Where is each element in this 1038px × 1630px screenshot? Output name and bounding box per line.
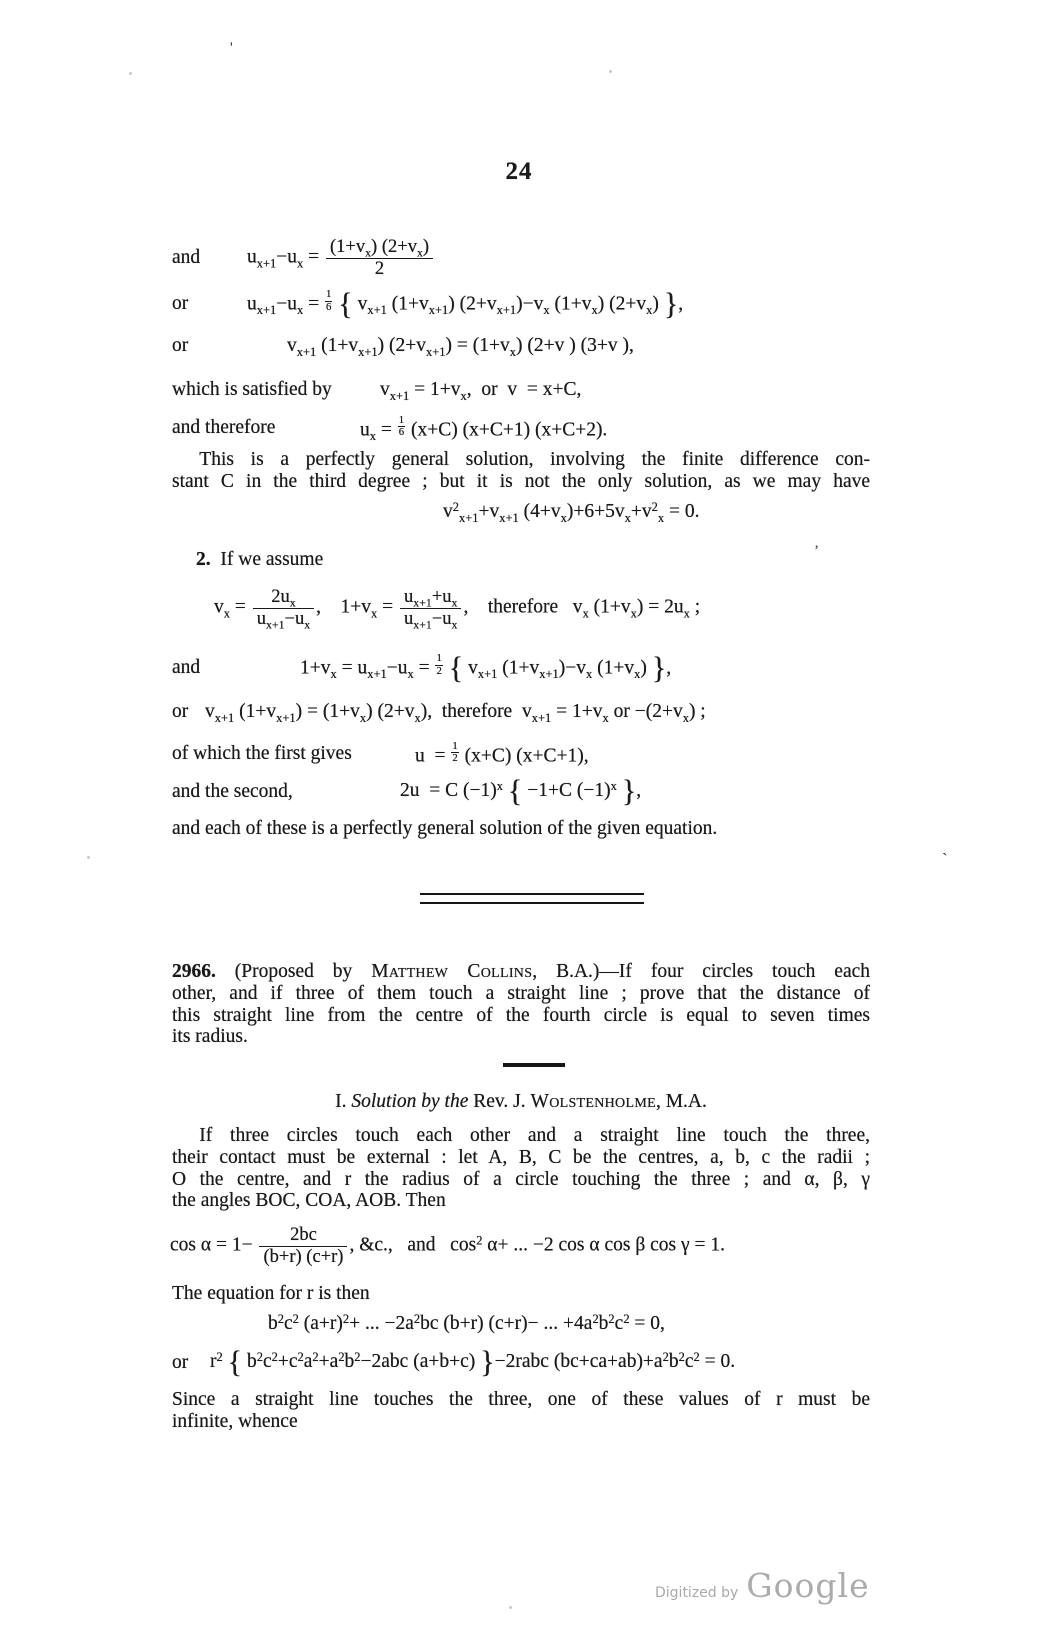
equation-label: and bbox=[172, 247, 201, 268]
equation-row bbox=[172, 330, 634, 362]
final-paragraph bbox=[172, 1389, 870, 1433]
equation-label: or bbox=[172, 701, 189, 722]
text-line bbox=[172, 961, 870, 983]
solution-by-italic: Solution by the bbox=[351, 1091, 474, 1112]
equation-quadratic: $v^2_{x+1}+v_{x+1}$ $(4+v_x)+6+5v_x+v^2_x = 0$. bbox=[443, 499, 700, 525]
equation-row bbox=[172, 774, 641, 810]
equation-row bbox=[172, 696, 706, 728]
equation-formula: $r^2$ { $b^2c^2+c^2a^2+a^2b^2-2abc$ (a+b+c) }−2rabc $(bc+ca+ab)+a^2b^2c^2 = 0$. bbox=[210, 1345, 736, 1380]
equation-row bbox=[214, 576, 700, 640]
closing-sentence: and each of these is a perfectly general solution of the given equation. bbox=[172, 818, 718, 839]
solution-paragraph bbox=[172, 1125, 870, 1212]
equation-formula: $v_{x+1}$ $(1+v_{x+1}) = (1+v_x)$ $(2+v_x)$, therefore $v_{x+1} = 1+v_x$ or $-(2+v_x)$ ; bbox=[205, 701, 706, 725]
text-line: Since a straight line touches the three, one of these values of r must be bbox=[172, 1389, 870, 1410]
text-line: infinite, whence bbox=[172, 1410, 298, 1432]
solver-degree: , M.A. bbox=[655, 1091, 707, 1112]
section-number: 2. bbox=[196, 549, 211, 570]
text-line: this straight line from the centre of the fourth circle is equal to seven times bbox=[172, 1004, 870, 1026]
equation-label: of which the first gives bbox=[172, 743, 352, 764]
equation-formula: 2u = C $(-1)^x$ { −1+C $(-1)^x$ }, bbox=[400, 774, 642, 809]
solver-name: Wolstenholme bbox=[530, 1091, 656, 1112]
problem-statement bbox=[172, 961, 870, 1048]
problem-number: 2966. bbox=[172, 961, 216, 982]
scan-speck bbox=[609, 70, 612, 73]
equation-label: and the second, bbox=[172, 781, 293, 802]
equation-row bbox=[170, 1216, 725, 1276]
text-line: If three circles touch each other and a straight line touch the three, bbox=[199, 1125, 870, 1146]
text-line: other, and if three of them touch a straight line ; prove that the distance of bbox=[172, 982, 870, 1004]
scan-mark: ' bbox=[230, 40, 233, 56]
equation-row bbox=[172, 648, 671, 688]
equation-row bbox=[172, 411, 607, 445]
section-heading bbox=[196, 549, 323, 571]
equation-row bbox=[172, 374, 581, 406]
double-rule-divider bbox=[420, 893, 644, 904]
solution-numeral: I. bbox=[335, 1091, 352, 1112]
section-heading-text: If we assume bbox=[210, 549, 324, 570]
scan-speck bbox=[129, 72, 132, 75]
problem-text-lines bbox=[172, 983, 870, 1048]
equation-formula: $1+v_x = u_{x+1}-u_x$ = $\frac{1}{2}$ { $v_{x+1}$ $(1+v_{x+1})-v_x$ $(1+v_x)$ }, bbox=[300, 651, 672, 686]
digitization-watermark bbox=[655, 1566, 870, 1605]
equation-row bbox=[172, 736, 589, 772]
digitized-by-label: Digitized by bbox=[655, 1585, 739, 1601]
equation-formula: $u_{x+1}-u_x$ = $\frac{(1+v_x) (2+v_x)}{2}$ bbox=[247, 237, 435, 280]
equation-label: or bbox=[172, 293, 189, 314]
problem-text: (Proposed by bbox=[215, 961, 372, 982]
equation-row bbox=[172, 228, 435, 288]
equation-row bbox=[172, 1343, 735, 1383]
solution-heading bbox=[172, 1091, 870, 1113]
proposer-name: Matthew Collins bbox=[371, 961, 533, 982]
scan-mark: ` bbox=[942, 850, 948, 869]
scan-mark: ’ bbox=[814, 543, 819, 559]
equation-label: and therefore bbox=[172, 417, 276, 438]
short-rule-divider bbox=[503, 1063, 565, 1067]
equation-r: $b^2c^2$ $(a+r)^2+$ ... $-2a^2bc$ (b+r) (c+r)− ... $+4a^2b^2c^2 = 0$, bbox=[268, 1311, 665, 1334]
equation-formula: $v_x$ = $\frac{2u_x}{u_{x+1}-u_x}$ , $1+v_x$ = $\frac{u_{x+1}+u_x}{u_{x+1}-u_x}$ , therefore $v_x$ $(1+v_x) = 2u_x$ ; bbox=[214, 585, 701, 632]
text-line: their contact must be external : let A, B, C be the centres, a, b, c the radii ; bbox=[172, 1146, 870, 1168]
text-line: O the centre, and r the radius of a circle touching the three ; and α, β, γ bbox=[172, 1168, 870, 1190]
problem-text: , B.A.)—If four circles touch each bbox=[532, 961, 871, 982]
scan-speck bbox=[509, 1606, 512, 1609]
google-logo: Google bbox=[746, 1566, 870, 1605]
page-number: 24 bbox=[505, 158, 533, 185]
text-line: its radius. bbox=[172, 1026, 248, 1048]
equation-formula: $v_{x+1} = 1+v_x$, or v = x+C, bbox=[380, 379, 582, 403]
equation-label: or bbox=[172, 335, 189, 356]
equation-row bbox=[172, 286, 683, 322]
equation-label: and bbox=[172, 657, 201, 678]
equation-formula: $u_{x+1}-u_x$ = $\frac{1}{6}$ { $v_{x+1}$ $(1+v_{x+1})$ $(2+v_{x+1})-v_x$ $(1+v_x)$ $(2+v_x)$ }, bbox=[247, 287, 684, 322]
equation-intro: The equation for r is then bbox=[172, 1283, 370, 1304]
equation-formula: cos α = 1− $\frac{2bc}{(b+r) (c+r)}$ , &c., and $\cos^2 \alpha+$ ... −2 cos α cos β cos γ = 1. bbox=[170, 1223, 725, 1267]
equation-label: or bbox=[172, 1352, 189, 1373]
equation-formula: $u_x$ = $\frac{1}{6}$ (x+C) (x+C+1) (x+C+2). bbox=[360, 413, 608, 444]
equation-formula: $v_{x+1}$ $(1+v_{x+1}) (2+v_{x+1}) = (1+v_x)$ (2+v ) (3+v ), bbox=[287, 335, 634, 359]
text-line: stant C in the third degree ; but it is not the only solution, as we may have bbox=[172, 470, 870, 492]
text-line: the angles BOC, COA, AOB. Then bbox=[172, 1190, 446, 1212]
paragraph-general-solution bbox=[172, 449, 870, 493]
text-line: This is a perfectly general solution, involving the finite difference con- bbox=[199, 449, 870, 470]
equation-formula: u = $\frac{1}{2}$ (x+C) (x+C+1), bbox=[415, 739, 589, 767]
scan-speck bbox=[87, 856, 90, 859]
solver-title: Rev. J. bbox=[473, 1091, 531, 1112]
equation-label: which is satisfied by bbox=[172, 379, 332, 400]
